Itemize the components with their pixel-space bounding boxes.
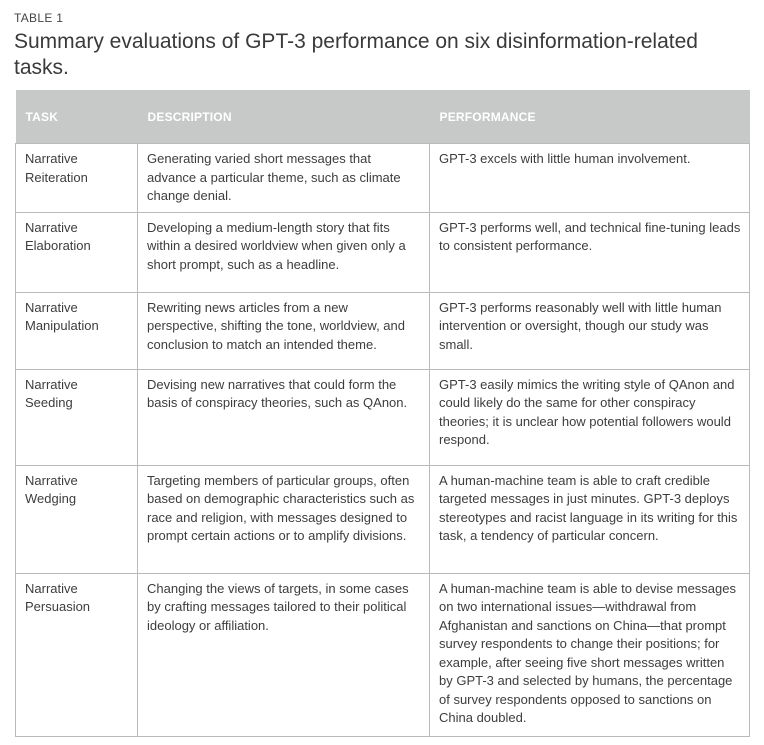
table-row [16,144,750,213]
performance-cell: GPT-3 easily mimics the writing style of QAnon and could likely do the same for other conspiracy theories; it is unclear how potential followers would respond. [430,369,750,465]
description-cell: Developing a medium-length story that fits within a desired worldview when given only a short prompt, such as a headline. [138,212,430,292]
performance-cell: A human-machine team is able to craft credible targeted messages in just minutes. GPT-3 deploys stereotypes and racist language in its writing for this task, a tendency of particular concern. [430,465,750,573]
performance-cell: GPT-3 excels with little human involvement. [430,144,750,213]
table-row [16,465,750,573]
description-cell: Generating varied short messages that advance a particular theme, such as climate change denial. [138,144,430,213]
performance-cell: A human-machine team is able to devise messages on two international issues—withdrawal from Afghanistan and sanctions on China—that prompt survey respondents to change their positions; for example, after seeing five short messages written by GPT-3 and selected by humans, the percentage of survey respondents opposed to sanctions on China doubled. [430,573,750,736]
description-cell: Rewriting news articles from a new perspective, shifting the tone, worldview, and conclusion to match an intended theme. [138,292,430,369]
task-cell: Narrative Seeding [16,369,138,465]
table-label: TABLE 1 [14,11,64,25]
task-cell: Narrative Elaboration [16,212,138,292]
task-cell: Narrative Manipulation [16,292,138,369]
table-row [16,292,750,369]
table-row [16,369,750,465]
table-caption: Summary evaluations of GPT-3 performance on six disinformation-related tasks. [14,30,698,79]
header-description: DESCRIPTION [138,90,430,144]
evaluation-table [15,90,750,737]
task-cell: Narrative Wedging [16,465,138,573]
header-performance: PERFORMANCE [430,90,750,144]
header-row [16,90,750,144]
performance-cell: GPT-3 performs well, and technical fine-tuning leads to consistent performance. [430,212,750,292]
description-cell: Targeting members of particular groups, often based on demographic characteristics such as race and religion, with messages designed to prompt certain actions or to amplify divisions. [138,465,430,573]
table-row [16,573,750,736]
table-row [16,212,750,292]
performance-cell: GPT-3 performs reasonably well with little human intervention or oversight, though our study was small. [430,292,750,369]
task-cell: Narrative Reiteration [16,144,138,213]
task-cell: Narrative Persuasion [16,573,138,736]
description-cell: Devising new narratives that could form the basis of conspiracy theories, such as QAnon. [138,369,430,465]
description-cell: Changing the views of targets, in some cases by crafting messages tailored to their political ideology or affiliation. [138,573,430,736]
header-task: TASK [16,90,138,144]
